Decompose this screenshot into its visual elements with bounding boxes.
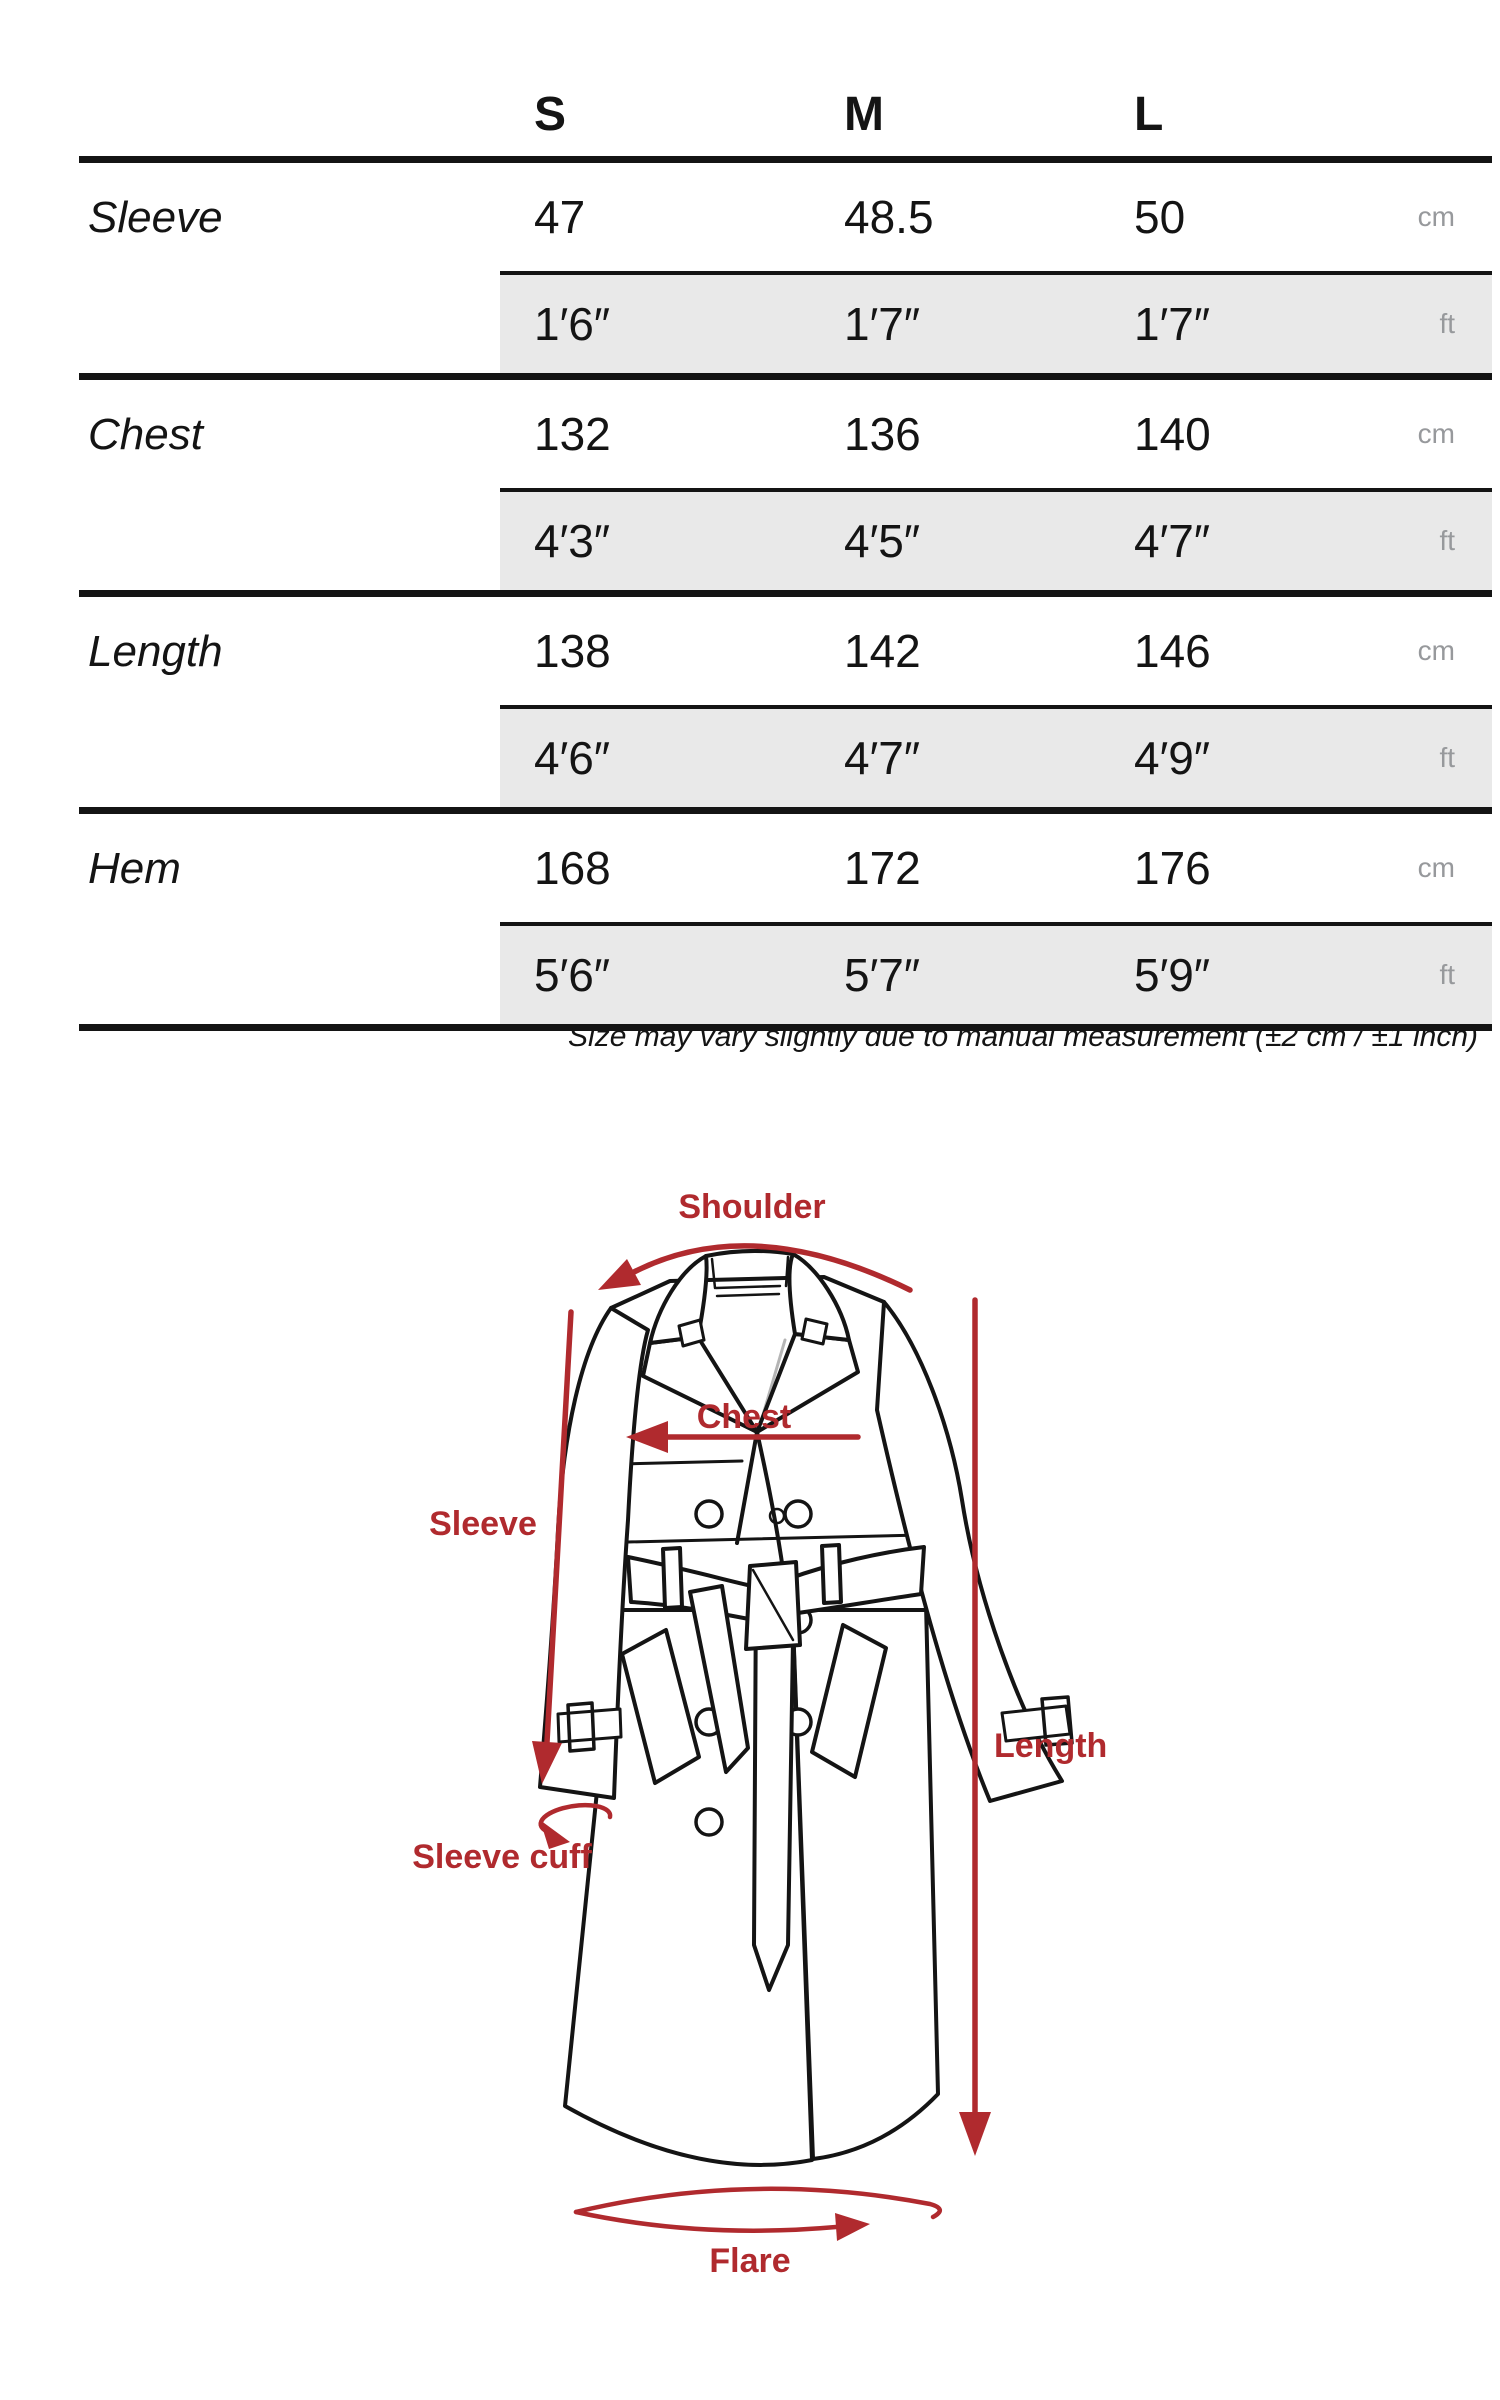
shoulder-label: Shoulder [678,1188,826,1226]
length-label: Length [994,1727,1108,1765]
row-label-hem: Hem [88,844,181,893]
sleeve-cuff-label: Sleeve cuff [412,1838,592,1876]
hem-cm-m: 172 [844,842,921,894]
unit-cm-label: cm [1417,418,1455,449]
sleeve-cm-m: 48.5 [844,191,934,243]
length-ft-s: 4′6″ [500,707,810,811]
chest-cm-s: 132 [534,408,611,460]
sleeve-cm-l: 50 [1134,191,1186,243]
chest-ft-l: 4′7″ [1100,490,1360,594]
flare-arrowhead [835,2213,870,2241]
length-arrowhead [959,2112,991,2156]
header-row [79,52,1492,160]
empty-cell [79,273,500,377]
length-cm-m: 142 [844,625,921,677]
empty-cell [79,490,500,594]
length-ft-m: 4′7″ [810,707,1100,811]
length-cm-l: 146 [1134,625,1211,677]
sleeve-label: Sleeve [429,1505,537,1543]
header-size-s: S [500,52,810,160]
sleeve-ft-l: 1′7″ [1100,273,1360,377]
sleeve-cm-s: 47 [534,191,586,243]
empty-cell [79,707,500,811]
flare-label: Flare [709,2242,791,2280]
row-label-sleeve: Sleeve [88,193,223,242]
flare-ellipse-top [576,2189,940,2217]
header-empty-cell [79,52,500,160]
hem-cm-row [79,811,1492,925]
unit-ft-label: ft [1360,924,1492,1028]
length-ft-l: 4′9″ [1100,707,1360,811]
button [696,1809,722,1835]
chest-ft-row [79,490,1492,594]
row-label-chest: Chest [88,410,203,459]
belt-loop-left [663,1548,682,1608]
length-cm-row [79,594,1492,708]
unit-cm-label: cm [1417,201,1455,232]
unit-cm-label: cm [1417,852,1455,883]
header-unit-cell [1360,52,1492,160]
sleeve-cm-row [79,160,1492,274]
sleeve-ft-m: 1′7″ [810,273,1100,377]
trench-coat-measurement-diagram [0,1130,1500,2400]
header-size-m: M [810,52,1100,160]
chest-cm-l: 140 [1134,408,1211,460]
hem-ft-s: 5′6″ [500,924,810,1028]
empty-cell [79,924,500,1028]
sleeve-ft-s: 1′6″ [500,273,810,377]
size-chart-table [79,52,1492,1031]
chest-ft-s: 4′3″ [500,490,810,594]
hem-ft-l: 5′9″ [1100,924,1360,1028]
unit-ft-label: ft [1360,490,1492,594]
unit-cm-label: cm [1417,635,1455,666]
chest-cm-m: 136 [844,408,921,460]
chest-ft-m: 4′5″ [810,490,1100,594]
header-size-l: L [1100,52,1360,160]
hem-cm-s: 168 [534,842,611,894]
hem-cm-l: 176 [1134,842,1211,894]
unit-ft-label: ft [1360,273,1492,377]
measurement-disclaimer: Size may vary slightly due to manual measurement (±2 cm / ±1 inch) [568,1020,1478,1053]
collar-top-edge [706,1251,793,1256]
button [785,1501,811,1527]
length-cm-s: 138 [534,625,611,677]
sleeve-ft-row [79,273,1492,377]
unit-ft-label: ft [1360,707,1492,811]
hem-ft-row [79,924,1492,1028]
hem-ft-m: 5′7″ [810,924,1100,1028]
belt-loop-right [822,1545,841,1603]
shoulder-arrowhead [598,1259,641,1290]
right-epaulette-tab [802,1319,827,1344]
flare-ellipse-bottom [576,2212,836,2231]
trench-coat-drawing [540,1251,1072,2165]
left-epaulette-tab [679,1320,704,1346]
length-ft-row [79,707,1492,811]
chest-cm-row [79,377,1492,491]
row-label-length: Length [88,627,223,676]
button [696,1501,722,1527]
chest-label: Chest [696,1398,792,1436]
